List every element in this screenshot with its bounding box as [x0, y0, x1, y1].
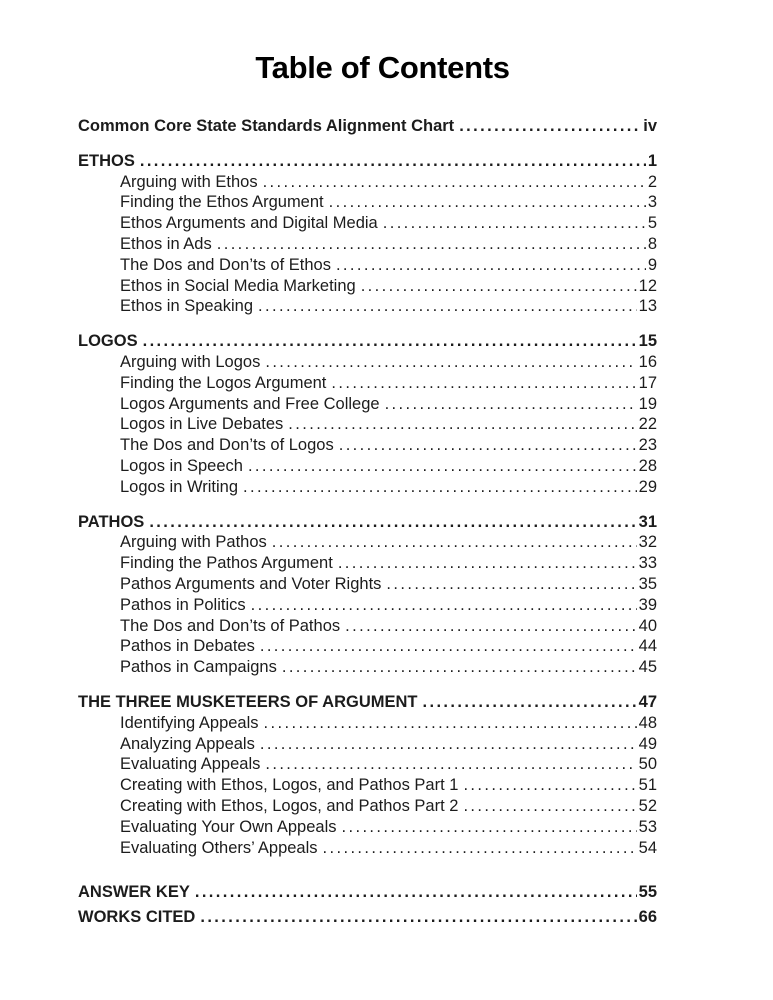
toc-entry-page: 19	[638, 394, 657, 413]
toc-entry-label: Pathos in Campaigns	[120, 658, 277, 677]
toc-row	[78, 692, 657, 713]
toc-entry-label: Evaluating Others’ Appeals	[120, 838, 318, 857]
toc-entry-label: Arguing with Pathos	[120, 533, 267, 552]
toc-entry-label: ETHOS	[78, 151, 135, 170]
toc-entry-page: 15	[638, 332, 657, 351]
toc-entry-page: 44	[638, 637, 657, 656]
toc-entry-page: 49	[638, 734, 657, 753]
toc-leader-dots	[329, 192, 646, 213]
toc-back-matter	[78, 882, 657, 928]
toc-entry-page: 54	[638, 838, 657, 857]
toc-row	[78, 435, 657, 456]
toc-leader-dots	[258, 296, 637, 317]
toc-row	[78, 796, 657, 817]
toc-entry-page: 51	[638, 776, 657, 795]
toc-entry-page: 52	[638, 796, 657, 815]
toc-leader-dots	[265, 754, 636, 775]
toc-entry-label: THE THREE MUSKETEERS OF ARGUMENT	[78, 692, 418, 711]
toc-row	[78, 713, 657, 734]
toc-entry-label: Pathos Arguments and Voter Rights	[120, 574, 382, 593]
toc-leader-dots	[288, 414, 636, 435]
toc-row	[78, 817, 657, 838]
toc-entry-label: Finding the Pathos Argument	[120, 554, 333, 573]
toc-entry-label: The Dos and Don’ts of Pathos	[120, 616, 341, 635]
toc-row	[78, 331, 657, 352]
toc-entry-page: 35	[638, 574, 657, 593]
toc-row	[78, 553, 657, 574]
toc-entry-label: Ethos in Speaking	[120, 297, 254, 316]
toc-entry-label: Ethos in Social Media Marketing	[120, 276, 356, 295]
toc-section	[78, 512, 657, 678]
toc-row	[78, 192, 657, 213]
toc-entry-page: 8	[647, 234, 657, 253]
toc-entry-label: WORKS CITED	[78, 908, 196, 927]
toc-row	[78, 373, 657, 394]
toc-entry-page: 33	[638, 554, 657, 573]
toc-entry-page: 32	[638, 533, 657, 552]
toc-entry-page: 39	[638, 595, 657, 614]
toc-entry-page: 28	[638, 456, 657, 475]
toc-leader-dots	[361, 276, 637, 297]
toc-leader-dots	[260, 636, 637, 657]
toc-leader-dots	[243, 477, 637, 498]
toc-row	[78, 296, 657, 317]
toc-entry-label: Arguing with Logos	[120, 352, 261, 371]
toc-entry-page: 31	[638, 512, 657, 531]
toc-row	[78, 116, 657, 137]
toc-leader-dots	[195, 882, 637, 903]
toc-entry-page: 23	[638, 436, 657, 455]
toc-entry-label: Logos Arguments and Free College	[120, 394, 380, 413]
page-title: Table of Contents	[255, 50, 510, 85]
toc-list	[78, 116, 657, 928]
toc-leader-dots	[282, 657, 637, 678]
toc-row	[78, 512, 657, 533]
toc-leader-dots	[140, 151, 646, 172]
toc-section	[78, 692, 657, 858]
toc-entry-label: Ethos in Ads	[120, 234, 212, 253]
toc-leader-dots	[149, 512, 636, 533]
toc-entry-page: 2	[647, 172, 657, 191]
toc-leader-dots	[338, 553, 637, 574]
toc-row	[78, 477, 657, 498]
toc-leader-dots	[264, 713, 637, 734]
toc-leader-dots	[383, 213, 646, 234]
toc-leader-dots	[265, 352, 636, 373]
toc-row	[78, 276, 657, 297]
toc-leader-dots	[323, 838, 637, 859]
toc-entry-label: Analyzing Appeals	[120, 734, 255, 753]
toc-section	[78, 331, 657, 497]
toc-entry-page: 5	[647, 214, 657, 233]
toc-row	[78, 414, 657, 435]
toc-leader-dots	[263, 172, 646, 193]
toc-entry-page: 17	[638, 373, 657, 392]
toc-row	[78, 595, 657, 616]
toc-entry-page: 1	[647, 151, 657, 170]
toc-row	[78, 734, 657, 755]
toc-entry-page: 3	[647, 193, 657, 212]
toc-leader-dots	[200, 907, 636, 928]
toc-entry-label: Ethos Arguments and Digital Media	[120, 214, 378, 233]
toc-leader-dots	[345, 616, 637, 637]
toc-entry-page: 40	[638, 616, 657, 635]
toc-entry-page: 12	[638, 276, 657, 295]
toc-leader-dots	[339, 435, 637, 456]
toc-row	[78, 616, 657, 637]
toc-entry-page: 50	[638, 755, 657, 774]
toc-entry-label: Evaluating Your Own Appeals	[120, 817, 337, 836]
toc-leader-dots	[342, 817, 637, 838]
toc-leader-dots	[143, 331, 637, 352]
toc-entry-label: Arguing with Ethos	[120, 172, 258, 191]
toc-row	[78, 882, 657, 903]
toc-leader-dots	[217, 234, 646, 255]
toc-entry-label: PATHOS	[78, 512, 145, 531]
toc-entry-label: Finding the Logos Argument	[120, 373, 327, 392]
toc-entry-page: 9	[647, 255, 657, 274]
toc-entry-label: The Dos and Don’ts of Ethos	[120, 255, 331, 274]
toc-entry-label: Logos in Live Debates	[120, 415, 284, 434]
toc-entry-page: 22	[638, 415, 657, 434]
toc-entry-label: Logos in Writing	[120, 477, 239, 496]
toc-leader-dots	[336, 255, 646, 276]
toc-entry-page: 29	[638, 477, 657, 496]
toc-entry-label: Creating with Ethos, Logos, and Pathos Part 1	[120, 776, 459, 795]
toc-entry-label: The Dos and Don’ts of Logos	[120, 436, 334, 455]
toc-entry-page: 48	[638, 713, 657, 732]
toc-entry-page: 53	[638, 817, 657, 836]
toc-entry-label: ANSWER KEY	[78, 883, 190, 902]
toc-entry-label: Finding the Ethos Argument	[120, 193, 324, 212]
toc-section	[78, 151, 657, 317]
toc-row	[78, 574, 657, 595]
toc-leader-dots	[422, 692, 636, 713]
toc-entry-page: 55	[638, 883, 657, 902]
toc-row	[78, 456, 657, 477]
toc-row	[78, 657, 657, 678]
toc-row	[78, 255, 657, 276]
toc-leader-dots	[463, 775, 636, 796]
toc-entry-page: 66	[638, 908, 657, 927]
toc-leader-dots	[386, 574, 636, 595]
toc-leader-dots	[459, 116, 641, 137]
toc-row	[78, 907, 657, 928]
toc-row	[78, 636, 657, 657]
toc-leader-dots	[331, 373, 636, 394]
toc-entry-label: LOGOS	[78, 332, 138, 351]
toc-row	[78, 532, 657, 553]
toc-leader-dots	[248, 456, 637, 477]
toc-leader-dots	[463, 796, 636, 817]
toc-entry-label: Creating with Ethos, Logos, and Pathos Part 2	[120, 796, 459, 815]
toc-entry-label: Evaluating Appeals	[120, 755, 261, 774]
toc-row	[78, 754, 657, 775]
toc-leader-dots	[251, 595, 637, 616]
toc-row	[78, 234, 657, 255]
toc-leader-dots	[272, 532, 637, 553]
toc-entry-label: Identifying Appeals	[120, 713, 259, 732]
toc-entry-page: 47	[638, 692, 657, 711]
toc-row	[78, 775, 657, 796]
toc-entry-label: Logos in Speech	[120, 456, 243, 475]
toc-entry-page: 13	[638, 297, 657, 316]
toc-entry-label: Common Core State Standards Alignment Chart	[78, 117, 455, 135]
toc-row	[78, 172, 657, 193]
toc-entry-page: 16	[638, 352, 657, 371]
toc-entry-label: Pathos in Politics	[120, 595, 246, 614]
toc-row	[78, 213, 657, 234]
toc-entry-label: Pathos in Debates	[120, 637, 255, 656]
toc-entry-page: 45	[638, 658, 657, 677]
toc-entry-page: iv	[643, 117, 657, 135]
toc-row	[78, 352, 657, 373]
toc-leader-dots	[260, 734, 637, 755]
toc-row	[78, 151, 657, 172]
toc-leader-dots	[385, 394, 637, 415]
toc-row	[78, 394, 657, 415]
toc-row	[78, 838, 657, 859]
